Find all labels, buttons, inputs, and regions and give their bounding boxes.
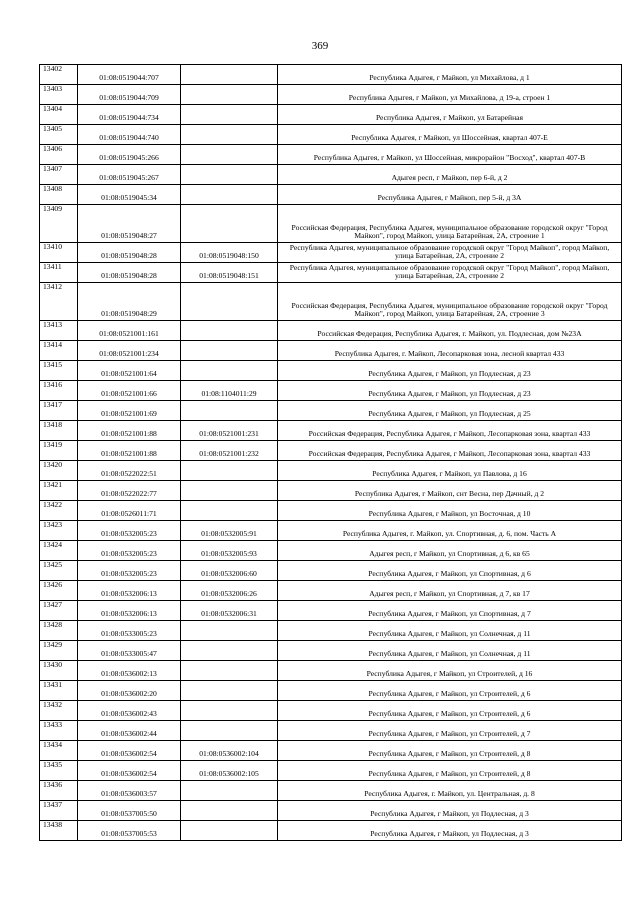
table-row — [40, 401, 622, 421]
record-number: 13404 — [40, 105, 78, 125]
record-number: 13420 — [40, 461, 78, 481]
table-row — [40, 521, 622, 541]
table-row — [40, 421, 622, 441]
table-row — [40, 185, 622, 205]
table-row — [40, 263, 622, 283]
cadastral-number: 01:08:0526011:71 — [78, 501, 181, 521]
address: Республика Адыгея, г Майкоп, ул Шоссейная, квартал 407-Е — [278, 125, 622, 145]
address: Российская Федерация, Республика Адыгея, г Майкоп, Лесопарковая зона, квартал 433 — [278, 421, 622, 441]
address: Республика Адыгея, г Майкоп, ул Подлесная, д 23 — [278, 361, 622, 381]
related-cadastral-number — [181, 283, 278, 321]
address: Республика Адыгея, г Майкоп, ул Павлова, д 16 — [278, 461, 622, 481]
related-cadastral-number — [181, 65, 278, 85]
cadastral-number: 01:08:0521001:66 — [78, 381, 181, 401]
related-cadastral-number — [181, 701, 278, 721]
cadastral-number: 01:08:0536002:54 — [78, 741, 181, 761]
record-number: 13410 — [40, 243, 78, 263]
related-cadastral-number: 01:08:0532006:31 — [181, 601, 278, 621]
address: Республика Адыгея, г Майкоп, ул Восточная, д 10 — [278, 501, 622, 521]
cadastral-number: 01:08:0519045:34 — [78, 185, 181, 205]
record-number: 13407 — [40, 165, 78, 185]
record-number: 13402 — [40, 65, 78, 85]
record-number: 13422 — [40, 501, 78, 521]
table-row — [40, 205, 622, 243]
cadastral-number: 01:08:0519048:27 — [78, 205, 181, 243]
address: Республика Адыгея, г Майкоп, ул Батарейная — [278, 105, 622, 125]
record-number: 13431 — [40, 681, 78, 701]
address: Республика Адыгея, г Майкоп, ул Подлесная, д 25 — [278, 401, 622, 421]
related-cadastral-number: 01:08:0536002:104 — [181, 741, 278, 761]
cadastral-number: 01:08:0521001:69 — [78, 401, 181, 421]
record-number: 13418 — [40, 421, 78, 441]
table-row — [40, 85, 622, 105]
related-cadastral-number — [181, 641, 278, 661]
cadastral-number: 01:08:0536002:43 — [78, 701, 181, 721]
address: Российская Федерация, Республика Адыгея, г. Майкоп, ул. Подлесная, дом №23А — [278, 321, 622, 341]
record-number: 13414 — [40, 341, 78, 361]
table-row — [40, 681, 622, 701]
address: Республика Адыгея, г. Майкоп, ул. Спортивная, д. 6, пом. Часть А — [278, 521, 622, 541]
table-row — [40, 283, 622, 321]
table-row — [40, 441, 622, 461]
cadastral-number: 01:08:0536003:57 — [78, 781, 181, 801]
address: Российская Федерация, Республика Адыгея, муниципальное образование городской округ "Город Майкоп", город Майкоп, улица Батарейная, 2А, строение 3 — [278, 283, 622, 321]
record-number: 13436 — [40, 781, 78, 801]
address: Республика Адыгея, г Майкоп, ул Строителей, д 16 — [278, 661, 622, 681]
cadastral-number: 01:08:0533005:47 — [78, 641, 181, 661]
address: Республика Адыгея, г Майкоп, ул Солнечная, д 11 — [278, 641, 622, 661]
table-row — [40, 125, 622, 145]
related-cadastral-number — [181, 721, 278, 741]
table-row — [40, 661, 622, 681]
related-cadastral-number — [181, 145, 278, 165]
table-row — [40, 105, 622, 125]
cadastral-number: 01:08:0521001:88 — [78, 421, 181, 441]
related-cadastral-number — [181, 125, 278, 145]
table-row — [40, 581, 622, 601]
address: Республика Адыгея, г Майкоп, пер 5-й, д 3А — [278, 185, 622, 205]
address: Республика Адыгея, г Майкоп, ул Михайлова, д 1 — [278, 65, 622, 85]
table-row — [40, 321, 622, 341]
record-number: 13430 — [40, 661, 78, 681]
table-row — [40, 361, 622, 381]
table-row — [40, 541, 622, 561]
cadastral-number: 01:08:0536002:20 — [78, 681, 181, 701]
record-number: 13435 — [40, 761, 78, 781]
address: Республика Адыгея, г Майкоп, снт Весна, пер Дачный, д 2 — [278, 481, 622, 501]
cadastral-number: 01:08:0537005:53 — [78, 821, 181, 841]
related-cadastral-number — [181, 165, 278, 185]
address: Республика Адыгея, г. Майкоп, ул. Центральная, д. 8 — [278, 781, 622, 801]
related-cadastral-number: 01:08:0532005:91 — [181, 521, 278, 541]
record-number: 13424 — [40, 541, 78, 561]
related-cadastral-number: 01:08:1104011:29 — [181, 381, 278, 401]
related-cadastral-number — [181, 461, 278, 481]
record-number: 13413 — [40, 321, 78, 341]
table-row — [40, 561, 622, 581]
table-row — [40, 701, 622, 721]
cadastral-number: 01:08:0519048:29 — [78, 283, 181, 321]
cadastral-number: 01:08:0521001:161 — [78, 321, 181, 341]
page-number: 369 — [311, 40, 329, 52]
related-cadastral-number — [181, 501, 278, 521]
table-row — [40, 461, 622, 481]
cadastral-number: 01:08:0536002:13 — [78, 661, 181, 681]
cadastral-number: 01:08:0537005:50 — [78, 801, 181, 821]
table-row — [40, 741, 622, 761]
table-row — [40, 243, 622, 263]
address: Республика Адыгея, г Майкоп, ул Солнечная, д 11 — [278, 621, 622, 641]
cadastral-number: 01:08:0532006:13 — [78, 581, 181, 601]
address: Республика Адыгея, г Майкоп, ул Подлесная, д 3 — [278, 801, 622, 821]
record-number: 13419 — [40, 441, 78, 461]
address: Республика Адыгея, г. Майкоп, Лесопарковая зона, лесной квартал 433 — [278, 341, 622, 361]
address: Республика Адыгея, г Майкоп, ул Подлесная, д 3 — [278, 821, 622, 841]
related-cadastral-number — [181, 661, 278, 681]
cadastral-number: 01:08:0536002:44 — [78, 721, 181, 741]
table-body — [40, 65, 622, 841]
table-row — [40, 761, 622, 781]
cadastral-number: 01:08:0519044:740 — [78, 125, 181, 145]
table-row — [40, 601, 622, 621]
record-number: 13408 — [40, 185, 78, 205]
record-number: 13417 — [40, 401, 78, 421]
related-cadastral-number — [181, 781, 278, 801]
cadastral-number: 01:08:0519044:709 — [78, 85, 181, 105]
related-cadastral-number — [181, 621, 278, 641]
related-cadastral-number — [181, 801, 278, 821]
related-cadastral-number: 01:08:0519048:150 — [181, 243, 278, 263]
related-cadastral-number — [181, 321, 278, 341]
record-number: 13426 — [40, 581, 78, 601]
table-row — [40, 721, 622, 741]
record-number: 13406 — [40, 145, 78, 165]
address: Республика Адыгея, г Майкоп, ул Спортивная, д 6 — [278, 561, 622, 581]
cadastral-number: 01:08:0521001:88 — [78, 441, 181, 461]
address: Республика Адыгея, г Майкоп, ул Строителей, д 8 — [278, 761, 622, 781]
table-row — [40, 341, 622, 361]
related-cadastral-number — [181, 85, 278, 105]
table-row — [40, 165, 622, 185]
cadastral-number: 01:08:0532005:23 — [78, 521, 181, 541]
related-cadastral-number: 01:08:0536002:105 — [181, 761, 278, 781]
record-number: 13432 — [40, 701, 78, 721]
table-row — [40, 481, 622, 501]
cadastral-number: 01:08:0532005:23 — [78, 541, 181, 561]
cadastral-number: 01:08:0519044:734 — [78, 105, 181, 125]
cadastral-number: 01:08:0522022:51 — [78, 461, 181, 481]
record-number: 13421 — [40, 481, 78, 501]
related-cadastral-number: 01:08:0532005:93 — [181, 541, 278, 561]
table-row — [40, 821, 622, 841]
table-row — [40, 641, 622, 661]
record-number: 13416 — [40, 381, 78, 401]
address: Адыгея респ, г Майкоп, пер 6-й, д 2 — [278, 165, 622, 185]
related-cadastral-number — [181, 821, 278, 841]
related-cadastral-number: 01:08:0532006:60 — [181, 561, 278, 581]
cadastral-number: 01:08:0519048:28 — [78, 263, 181, 283]
related-cadastral-number — [181, 401, 278, 421]
cadastral-number: 01:08:0522022:77 — [78, 481, 181, 501]
cadastral-number: 01:08:0532005:23 — [78, 561, 181, 581]
related-cadastral-number — [181, 361, 278, 381]
cadastral-number: 01:08:0521001:234 — [78, 341, 181, 361]
related-cadastral-number — [181, 481, 278, 501]
address: Адыгея респ, г Майкоп, ул Спортивная, д 6, кв 65 — [278, 541, 622, 561]
address: Республика Адыгея, г Майкоп, ул Строителей, д 6 — [278, 701, 622, 721]
address: Республика Адыгея, г Майкоп, ул Михайлова, д 19-а, строен 1 — [278, 85, 622, 105]
address: Республика Адыгея, муниципальное образование городской округ "Город Майкоп", город Майкоп, улица Батарейная, 2А, строение 2 — [278, 243, 622, 263]
table-row — [40, 801, 622, 821]
record-number: 13425 — [40, 561, 78, 581]
address: Республика Адыгея, г Майкоп, ул Подлесная, д 23 — [278, 381, 622, 401]
record-number: 13434 — [40, 741, 78, 761]
address: Российская Федерация, Республика Адыгея, муниципальное образование городской округ "Город Майкоп", город Майкоп, улица Батарейная, 2А, строение 1 — [278, 205, 622, 243]
record-number: 13409 — [40, 205, 78, 243]
record-number: 13433 — [40, 721, 78, 741]
table-row — [40, 381, 622, 401]
address: Республика Адыгея, муниципальное образование городской округ "Город Майкоп", город Майкоп, улица Батарейная, 2А, строение 2 — [278, 263, 622, 283]
cadastral-number: 01:08:0519045:267 — [78, 165, 181, 185]
address: Республика Адыгея, г Майкоп, ул Спортивная, д 7 — [278, 601, 622, 621]
table-row — [40, 781, 622, 801]
cadastral-number: 01:08:0519048:28 — [78, 243, 181, 263]
related-cadastral-number — [181, 205, 278, 243]
table-row — [40, 621, 622, 641]
cadastral-number: 01:08:0532006:13 — [78, 601, 181, 621]
related-cadastral-number: 01:08:0532006:26 — [181, 581, 278, 601]
table-row — [40, 501, 622, 521]
related-cadastral-number — [181, 681, 278, 701]
related-cadastral-number: 01:08:0521001:231 — [181, 421, 278, 441]
address: Адыгея респ, г Майкоп, ул Спортивная, д 7, кв 17 — [278, 581, 622, 601]
record-number: 13405 — [40, 125, 78, 145]
record-number: 13437 — [40, 801, 78, 821]
table-row — [40, 65, 622, 85]
address: Республика Адыгея, г Майкоп, ул Строителей, д 8 — [278, 741, 622, 761]
registry-table — [39, 64, 622, 841]
record-number: 13415 — [40, 361, 78, 381]
table-row — [40, 145, 622, 165]
address: Республика Адыгея, г Майкоп, ул Строителей, д 6 — [278, 681, 622, 701]
cadastral-number: 01:08:0536002:54 — [78, 761, 181, 781]
record-number: 13429 — [40, 641, 78, 661]
record-number: 13438 — [40, 821, 78, 841]
record-number: 13423 — [40, 521, 78, 541]
cadastral-number: 01:08:0521001:64 — [78, 361, 181, 381]
address: Российская Федерация, Республика Адыгея, г Майкоп, Лесопарковая зона, квартал 433 — [278, 441, 622, 461]
record-number: 13412 — [40, 283, 78, 321]
related-cadastral-number — [181, 105, 278, 125]
related-cadastral-number: 01:08:0519048:151 — [181, 263, 278, 283]
cadastral-number: 01:08:0533005:23 — [78, 621, 181, 641]
address: Республика Адыгея, г Майкоп, ул Строителей, д 7 — [278, 721, 622, 741]
related-cadastral-number — [181, 185, 278, 205]
related-cadastral-number — [181, 341, 278, 361]
address: Республика Адыгея, г Майкоп, ул Шоссейная, микрорайон "Восход", квартал 407-В — [278, 145, 622, 165]
record-number: 13411 — [40, 263, 78, 283]
record-number: 13428 — [40, 621, 78, 641]
cadastral-number: 01:08:0519044:707 — [78, 65, 181, 85]
related-cadastral-number: 01:08:0521001:232 — [181, 441, 278, 461]
record-number: 13403 — [40, 85, 78, 105]
record-number: 13427 — [40, 601, 78, 621]
cadastral-number: 01:08:0519045:266 — [78, 145, 181, 165]
